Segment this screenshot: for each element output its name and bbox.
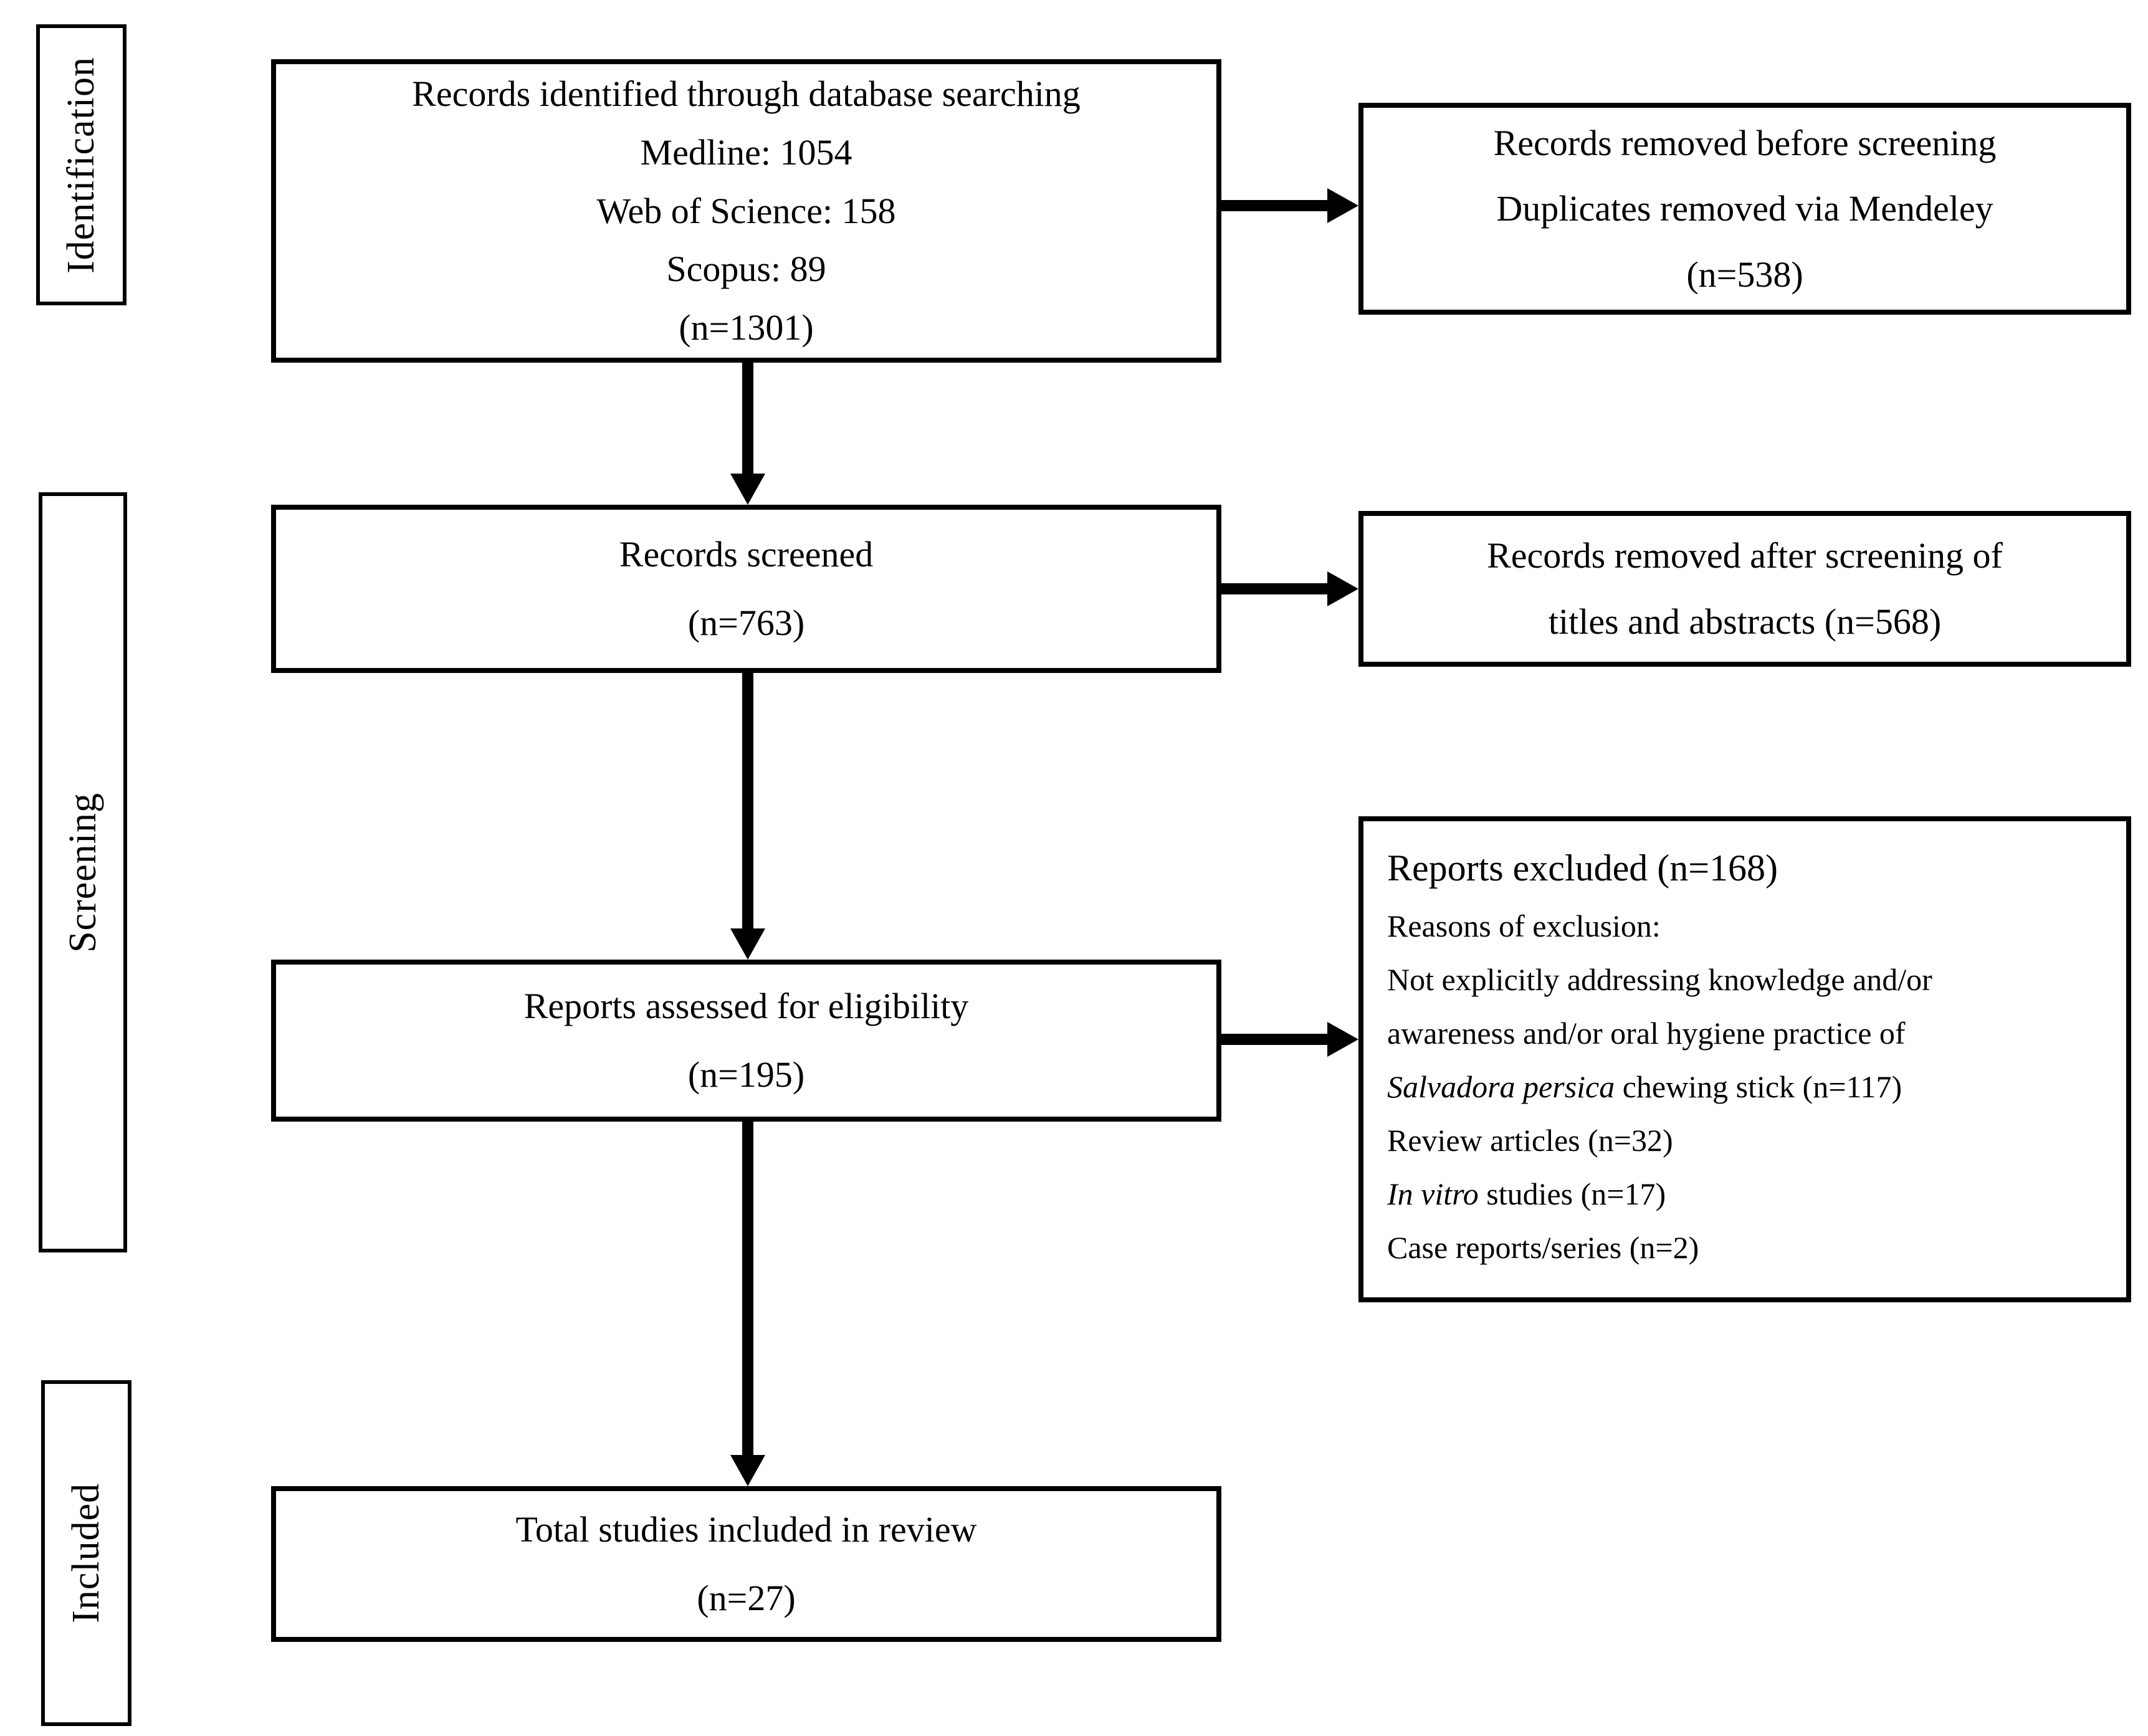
box-line: (n=195)	[687, 1054, 805, 1095]
stage-label-screening	[39, 492, 127, 1252]
box-line: Total studies included in review	[515, 1509, 977, 1550]
exclusion-reason-invitro: In vitro	[1387, 1176, 1479, 1211]
stage-label-identification-text: Identification	[60, 56, 102, 274]
box-line: Records identified through database searching	[412, 73, 1081, 114]
exclusion-heading: Reports excluded (n=168)	[1387, 847, 1778, 889]
box-line: Reports assessed for eligibility	[523, 985, 969, 1026]
arrow-right-screened-to-removed-icon	[1221, 583, 1329, 594]
box-line: Records removed after screening of	[1487, 535, 2003, 576]
exclusion-reason-text: chewing stick (n=117)	[1615, 1069, 1902, 1104]
arrow-down-identified-to-screened-icon	[742, 361, 753, 475]
exclusion-reason	[1387, 1060, 1902, 1114]
box-line: (n=1301)	[679, 307, 814, 348]
exclusion-intro: Reasons of exclusion:	[1387, 909, 1661, 943]
box-reports-excluded	[1358, 816, 2131, 1302]
exclusion-reason	[1387, 1167, 1666, 1221]
box-line: Medline: 1054	[640, 131, 852, 173]
box-total-included	[271, 1486, 1221, 1642]
box-line: (n=27)	[697, 1578, 796, 1618]
box-line: Scopus: 89	[666, 249, 826, 290]
box-line: Duplicates removed via Mendeley	[1496, 188, 1993, 229]
exclusion-reason: awareness and/or oral hygiene practice of	[1387, 1016, 1906, 1051]
arrow-down-assessed-to-included-icon	[742, 1122, 753, 1456]
box-line: titles and abstracts (n=568)	[1548, 601, 1942, 642]
exclusion-reason-text: studies (n=17)	[1478, 1176, 1666, 1211]
box-line: Web of Science: 158	[596, 190, 896, 231]
box-line: Records screened	[619, 533, 874, 575]
arrow-right-identified-to-removed-icon	[1221, 200, 1329, 211]
stage-label-included-text: Included	[65, 1483, 107, 1623]
stage-label-identification	[36, 24, 126, 305]
stage-label-screening-text: Screening	[61, 792, 104, 953]
box-records-screened	[271, 505, 1221, 673]
stage-label-included	[41, 1380, 131, 1726]
arrow-right-assessed-to-excluded-icon	[1221, 1034, 1329, 1045]
exclusion-reason: Not explicitly addressing knowledge and/or	[1387, 962, 1932, 997]
box-records-removed-after-screening	[1358, 511, 2131, 667]
box-line: (n=763)	[687, 603, 805, 643]
exclusion-reason: Review articles (n=32)	[1387, 1123, 1673, 1158]
arrow-down-screened-to-assessed-icon	[742, 673, 753, 930]
box-records-identified	[271, 59, 1221, 363]
box-records-removed-before-screening	[1358, 103, 2131, 315]
box-reports-assessed	[271, 960, 1221, 1122]
box-line: (n=538)	[1686, 254, 1803, 295]
box-line: Records removed before screening	[1493, 122, 1997, 163]
exclusion-reason-species-name: Salvadora persica	[1387, 1069, 1615, 1104]
exclusion-reason: Case reports/series (n=2)	[1387, 1230, 1699, 1265]
